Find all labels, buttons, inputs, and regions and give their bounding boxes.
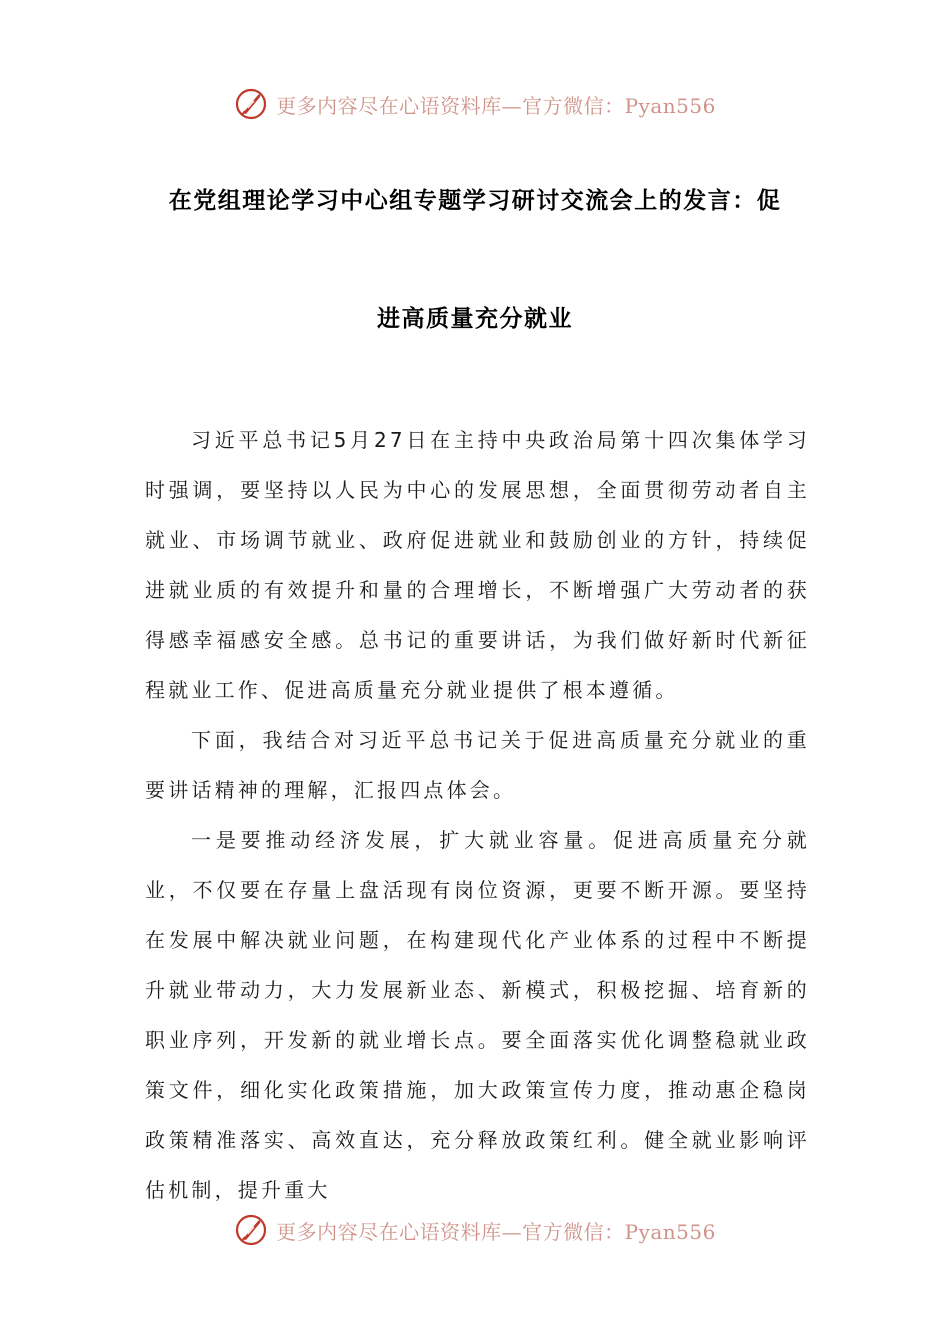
paragraph-1: 习近平总书记5月27日在主持中央政治局第十四次集体学习时强调，要坚持以人民为中心的发展思想，全面贯彻劳动者自主就业、市场调节就业、政府促进就业和鼓励创业的方针，持续促进就业质的有效提升和量的合理增长，不断增强广大劳动者的获得感幸福感安全感。总书记的重要讲话，为我们做好新时代新征程就业工作、促进高质量充分就业提供了根本遵循。 (145, 428, 810, 702)
document-title-line-1: 在党组理论学习中心组专题学习研讨交流会上的发言：促 (168, 188, 782, 214)
footer-banner (0, 1210, 950, 1250)
banner-text: 更多内容尽在心语资料库—官方微信：Pyan556 (276, 93, 716, 118)
quill-pen-icon (234, 1213, 268, 1247)
wechat-id: Pyan556 (624, 1219, 716, 1244)
document-title-line-2: 进高质量充分就业 (377, 306, 573, 332)
wechat-id: Pyan556 (624, 93, 716, 118)
quill-pen-icon (234, 87, 268, 121)
paragraph-3: 一是要推动经济发展，扩大就业容量。促进高质量充分就业，不仅要在存量上盘活现有岗位资源，更要不断开源。要坚持在发展中解决就业问题，在构建现代化产业体系的过程中不断提升就业带动力，大力发展新业态、新模式，积极挖掘、培育新的职业序列，开发新的就业增长点。要全面落实优化调整稳就业政策文件，细化实化政策措施，加大政策宣传力度，推动惠企稳岗政策精准落实、高效直达，充分释放政策红利。健全就业影响评估机制，提升重大 (145, 828, 810, 1202)
document-body (145, 415, 810, 1215)
header-banner (0, 84, 950, 124)
paragraph-2: 下面，我结合对习近平总书记关于促进高质量充分就业的重要讲话精神的理解，汇报四点体会。 (145, 728, 810, 802)
banner-text: 更多内容尽在心语资料库—官方微信：Pyan556 (276, 1219, 716, 1244)
